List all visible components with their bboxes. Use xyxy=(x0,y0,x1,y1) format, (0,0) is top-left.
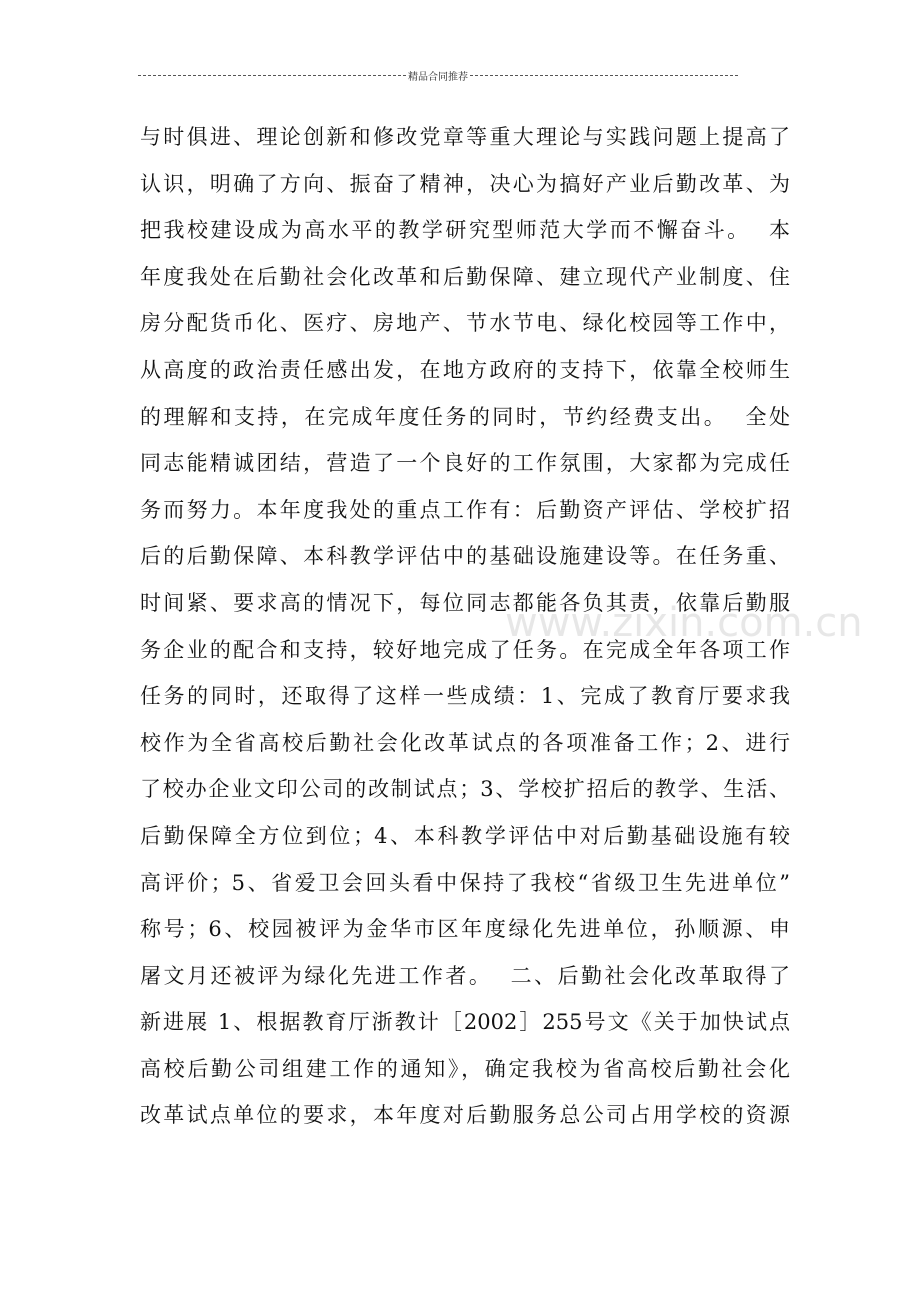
body-line: 任务的同时，还取得了这样一些成绩：1、完成了教育厅要求我 xyxy=(140,684,790,709)
header-title: 精品合同推荐 xyxy=(408,71,468,83)
header-rule-right xyxy=(470,75,738,76)
body-line: 改革试点单位的要求，本年度对后勤服务总公司占用学校的资源 xyxy=(140,1103,790,1128)
body-line: 务企业的配合和支持，较好地完成了任务。在完成全年各项工作 xyxy=(140,637,790,662)
body-line: 时间紧、要求高的情况下，每位同志都能各负其责，依靠后勤服 xyxy=(140,590,790,615)
body-line: 了校办企业文印公司的改制试点；3、学校扩招后的教学、生活、 xyxy=(140,777,790,802)
body-line: 从高度的政治责任感出发，在地方政府的支持下，依靠全校师生 xyxy=(140,357,790,382)
body-line: 屠文月还被评为绿化先进工作者。 二、后勤社会化改革取得了 xyxy=(140,963,790,988)
body-line: 房分配货币化、医疗、房地产、节水节电、绿化校园等工作中， xyxy=(140,311,790,336)
body-line: 同志能精诚团结，营造了一个良好的工作氛围，大家都为完成任 xyxy=(140,451,790,476)
body-line: 称号；6、校园被评为金华市区年度绿化先进单位，孙顺源、申 xyxy=(140,917,790,942)
body-line: 年度我处在后勤社会化改革和后勤保障、建立现代产业制度、住 xyxy=(140,264,790,289)
body-line: 后的后勤保障、本科教学评估中的基础设施建设等。在任务重、 xyxy=(140,544,790,569)
body-line: 把我校建设成为高水平的教学研究型师范大学而不懈奋斗。 本 xyxy=(140,218,790,243)
page-header xyxy=(138,66,738,84)
body-line: 后勤保障全方位到位；4、本科教学评估中对后勤基础设施有较 xyxy=(140,823,790,848)
watermark: www.zixin.com.cn xyxy=(505,600,863,646)
body-line: 高校后勤公司组建工作的通知》，确定我校为省高校后勤社会化 xyxy=(140,1056,790,1081)
body-line: 校作为全省高校后勤社会化改革试点的各项准备工作；2、进行 xyxy=(140,730,790,755)
body-line: 的理解和支持，在完成年度任务的同时，节约经费支出。 全处 xyxy=(140,404,790,429)
body-line: 高评价；5、省爱卫会回头看中保持了我校“省级卫生先进单位” xyxy=(140,870,790,895)
body-line: 新进展 1、根据教育厅浙教计［2002］255号文《关于加快试点 xyxy=(140,1010,790,1035)
document-body xyxy=(140,114,790,1139)
body-line: 认识，明确了方向、振奋了精神，决心为搞好产业后勤改革、为 xyxy=(140,171,790,196)
header-rule-left xyxy=(138,75,406,76)
body-line: 与时俱进、理论创新和修改党章等重大理论与实践问题上提高了 xyxy=(140,125,790,149)
body-line: 务而努力。本年度我处的重点工作有：后勤资产评估、学校扩招 xyxy=(140,497,790,522)
